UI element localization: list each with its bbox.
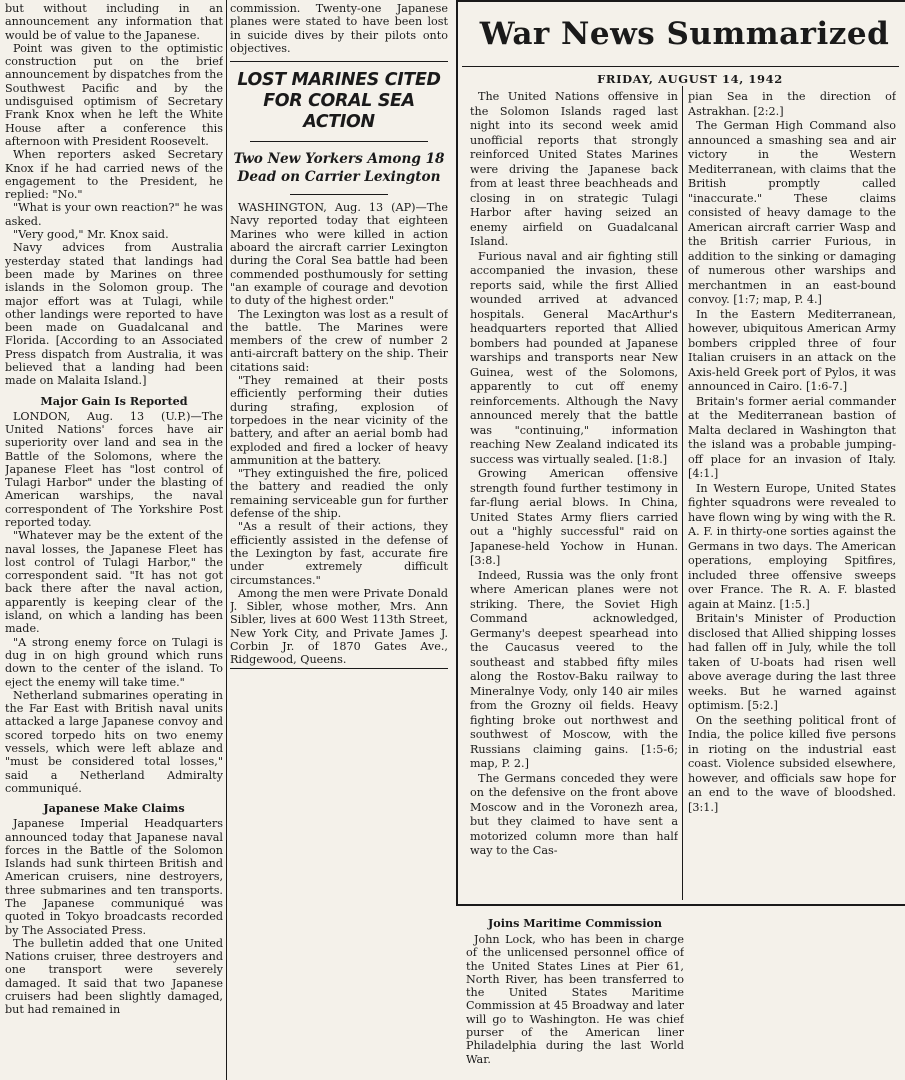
lost-marines-deck: Two New Yorkers Among 18 Dead on Carrier Lexington — [233, 151, 445, 186]
summary-column-right — [688, 90, 896, 898]
summary-para-11: Britain's Minister of Production disclosed that Allied shipping losses had fallen off in July, while the toll taken of U-boats had risen well above average during the last three weeks. But he warned against optimism. [5:2.] — [688, 612, 896, 712]
col1-para-2: Point was given to the optimistic construction put on the brief announcement by dispatches from the Southwest Pacific and by the undisguised optimism of Secretary Frank Knox when he left the White House after a conference this afternoon with President Roosevelt. — [5, 41, 223, 148]
col1-major-para-2: "Whatever may be the extent of the naval losses, the Japanese Fleet has lost control of Tulagi Harbor," the correspondent said. "It has not got back there after the naval action, apparently is keeping clear of the island, on which a landing has been made. — [5, 529, 223, 636]
summary-para-7: The German High Command also announced a smashing sea and air victory in the Western Mediterranean, with claims that the British promptly called "inaccurate." These claims consisted of heavy damage to the American aircraft carrier Wasp and the British carrier Furious, in addition to the sinking or damaging of numerous other warships and merchantmen in an east-bound convoy. [1:7; map, P. 4.] — [688, 119, 896, 306]
war-news-title: War News Summarized — [479, 16, 890, 52]
summary-column-left — [470, 90, 678, 898]
col2-para-2: The Lexington was lost as a result of the battle. The Marines were members of the crew of number 2 anti-aircraft battery on the ship. Their citations said: — [230, 307, 448, 374]
summary-box-left — [456, 0, 458, 906]
col1-para-1: but without including in an announcement any information that would be of value to the Japanese. — [5, 2, 223, 42]
col2-para-3: "They remained at their posts efficiently performing their duties during strafing, explosion of torpedoes in the near vicinity of the battery, and after an aerial bomb had exploded and fired a locker of heavy ammunition at the battery. — [230, 374, 448, 467]
col1-major-para-1: LONDON, Aug. 13 (U.P.)—The United Nations' forces have air superiority over land and sea in the Battle of the Solomons, where the Japanese Fleet has "lost control of Tulagi Harbor" under the blasting of American warships, the naval correspondent of The Yorkshire Post reported today. — [5, 409, 223, 529]
col2-para-top: commission. Twenty-one Japanese planes were stated to have been lost in suicide dives by their pilots onto objectives. — [230, 2, 448, 55]
summary-para-5: The Germans conceded they were on the defensive on the front above Moscow and in the Voronezh area, but they claimed to have sent a motorized column more than half way to the Cas- — [470, 771, 678, 857]
col2-para-1: WASHINGTON, Aug. 13 (AP)—The Navy reported today that eighteen Marines who were killed in action aboard the aircraft carrier Lexington during the Coral Sea battle had been commended posthumously for setting "an example of courage and devotion to duty of the highest order." — [230, 201, 448, 308]
col1-para-3: When reporters asked Secretary Knox if he had carried news of the engagement to the President, he replied: "No." — [5, 148, 223, 202]
headline-rule — [250, 141, 428, 142]
deck-rule — [290, 194, 388, 195]
lost-marines-headline: LOST MARINES CITED FOR CORAL SEA ACTION — [237, 70, 441, 133]
summary-para-4: Indeed, Russia was the only front where American planes were not striking. There, the Soviet High Command acknowledged, Germany's deepest spearhead into the Caucasus veered to the southeast and stabbed fifty miles along the Rostov-Baku railway to Mineralnye Vody, only 140 air miles from the Grozny oil fields. Heavy fighting broke out northwest and southwest of Moscow, with the Russians claiming gains. [1:5-6; map, P. 2.] — [470, 568, 678, 770]
summary-date: FRIDAY, AUGUST 14, 1942 — [597, 72, 783, 86]
column-1 — [5, 2, 223, 1080]
title-rule — [462, 66, 899, 67]
column-divider-1 — [226, 0, 227, 1080]
maritime-body: John Lock, who has been in charge of the unlicensed personnel office of the United States Lines at Pier 61, North River, has been transferred to the United States Maritime Commission at 45 Broadway and later will go to Washington. He was chief purser of the American liner Philadelphia during the last World War. — [466, 933, 684, 1066]
col2-para-5: "As a result of their actions, they efficiently assisted in the defense of the Lexington by fast, accurate fire under extremely difficult circumstances." — [230, 520, 448, 587]
col1-major-para-4: Netherland submarines operating in the Far East with British naval units attacked a large Japanese convoy and scored torpedo hits on two enemy vessels, which were left ablaze and "must be considered total losses," said a Netherland Admiralty communiqué. — [5, 688, 223, 795]
subhead-japanese-claims: Japanese Make Claims — [43, 801, 185, 816]
col2-para-4: "They extinguished the fire, policed the battery and readied the only remaining serviceable gun for further defense of the ship. — [230, 467, 448, 521]
subhead-major-gain: Major Gain Is Reported — [40, 393, 188, 408]
summary-para-12: On the seething political front of India, the police killed five persons in rioting on the industrial east coast. Violence subsided elsewhere, however, and officials saw hope for an end to the wave of bloodshed. [3:1.] — [688, 713, 896, 814]
summary-box-top — [456, 0, 905, 2]
col1-japanese-para-2: The bulletin added that one United Nations cruiser, three destroyers and one transport were severely damaged. It said that two Japanese cruisers had been slightly damaged, but had remained in — [5, 936, 223, 1017]
summary-para-1: The United Nations offensive in the Solomon Islands raged last night into its second week amid unofficial reports that strongly reinforced United States Marines were driving the Japanese back from at least three beachheads and closing in on strategic Tulagi Harbor after having seized an enemy airfield on Guadalcanal Island. — [470, 90, 678, 248]
column-2 — [230, 2, 448, 667]
col1-japanese-para-1: Japanese Imperial Headquarters announced today that Japanese naval forces in the Battle of the Solomon Islands had sunk thirteen British and American cruisers, nine destroyers, three submarines and ten transports. The Japanese communiqué was quoted in Tokyo broadcasts recorded by The Associated Press. — [5, 817, 223, 937]
summary-para-10: In Western Europe, United States fighter squadrons were revealed to have flown wing by wing with the R. A. F. in thirty-one sorties against the Germans in two days. The American operations, employing Spitfires, included three offensive sweeps over France. The R. A. F. blasted again at Mainz. [1:5.] — [688, 481, 896, 611]
col1-para-6: Navy advices from Australia yesterday stated that landings had been made by Marines on three islands in the Solomon group. The major effort was at Tulagi, while other landings were reported to have been made on Guadalcanal and Florida. [According to an Associated Press dispatch from Australia, it was believed that a landing had been made on Malaita Island.] — [5, 241, 223, 388]
col2-bottom-rule — [230, 668, 448, 669]
summary-para-3: Growing American offensive strength found further testimony in far-flung aerial blows. In China, United States Army fliers carried out a "highly successful" raid on Japanese-held Yochow in Hunan. [3:8.] — [470, 467, 678, 567]
col1-para-5: "Very good," Mr. Knox said. — [13, 228, 169, 242]
summary-para-6: pian Sea in the direction of Astrakhan. [2:2.] — [688, 90, 896, 118]
col1-para-4: "What is your own reaction?" he was asked. — [5, 201, 223, 228]
summary-para-8: In the Eastern Mediterranean, however, ubiquitous American Army bombers crippled three of four Italian cruisers in an attack on the Axis-held Greek port of Pylos, it was announced in Cairo. [1:6-7.] — [688, 307, 896, 393]
maritime-article — [466, 916, 684, 1076]
summary-column-divider — [682, 86, 683, 900]
col2-para-6: Among the men were Private Donald J. Sibler, whose mother, Mrs. Ann Sibler, lives at 600 West 113th Street, New York City, and Private James J. Corbin Jr. of 1870 Gates Ave., Ridgewood, Queens. — [230, 586, 448, 667]
summary-box-bottom — [456, 904, 905, 906]
maritime-headline: Joins Maritime Commission — [487, 916, 663, 930]
col1-major-para-3: "A strong enemy force on Tulagi is dug in on high ground which runs down to the center of the island. To eject the enemy will take time." — [5, 635, 223, 689]
col2-divider — [230, 61, 448, 62]
summary-para-9: Britain's former aerial commander at the Mediterranean bastion of Malta declared in Washington that the island was a probable jumping-off place for an invasion of Italy. [4:1.] — [688, 394, 896, 480]
summary-para-2: Furious naval and air fighting still accompanied the invasion, these reports said, while the first Allied wounded arrived at advanced hospitals. General MacArthur's headquarters reported that Allied bombers had pounded at Japanese warships and transports near New Guinea, west of the Solomons, apparently to cut off enemy reinforcements. Although the Navy announced merely that the battle was "continuing," information reaching New Zealand indicated its success was virtually sealed. [1:8.] — [470, 249, 678, 466]
